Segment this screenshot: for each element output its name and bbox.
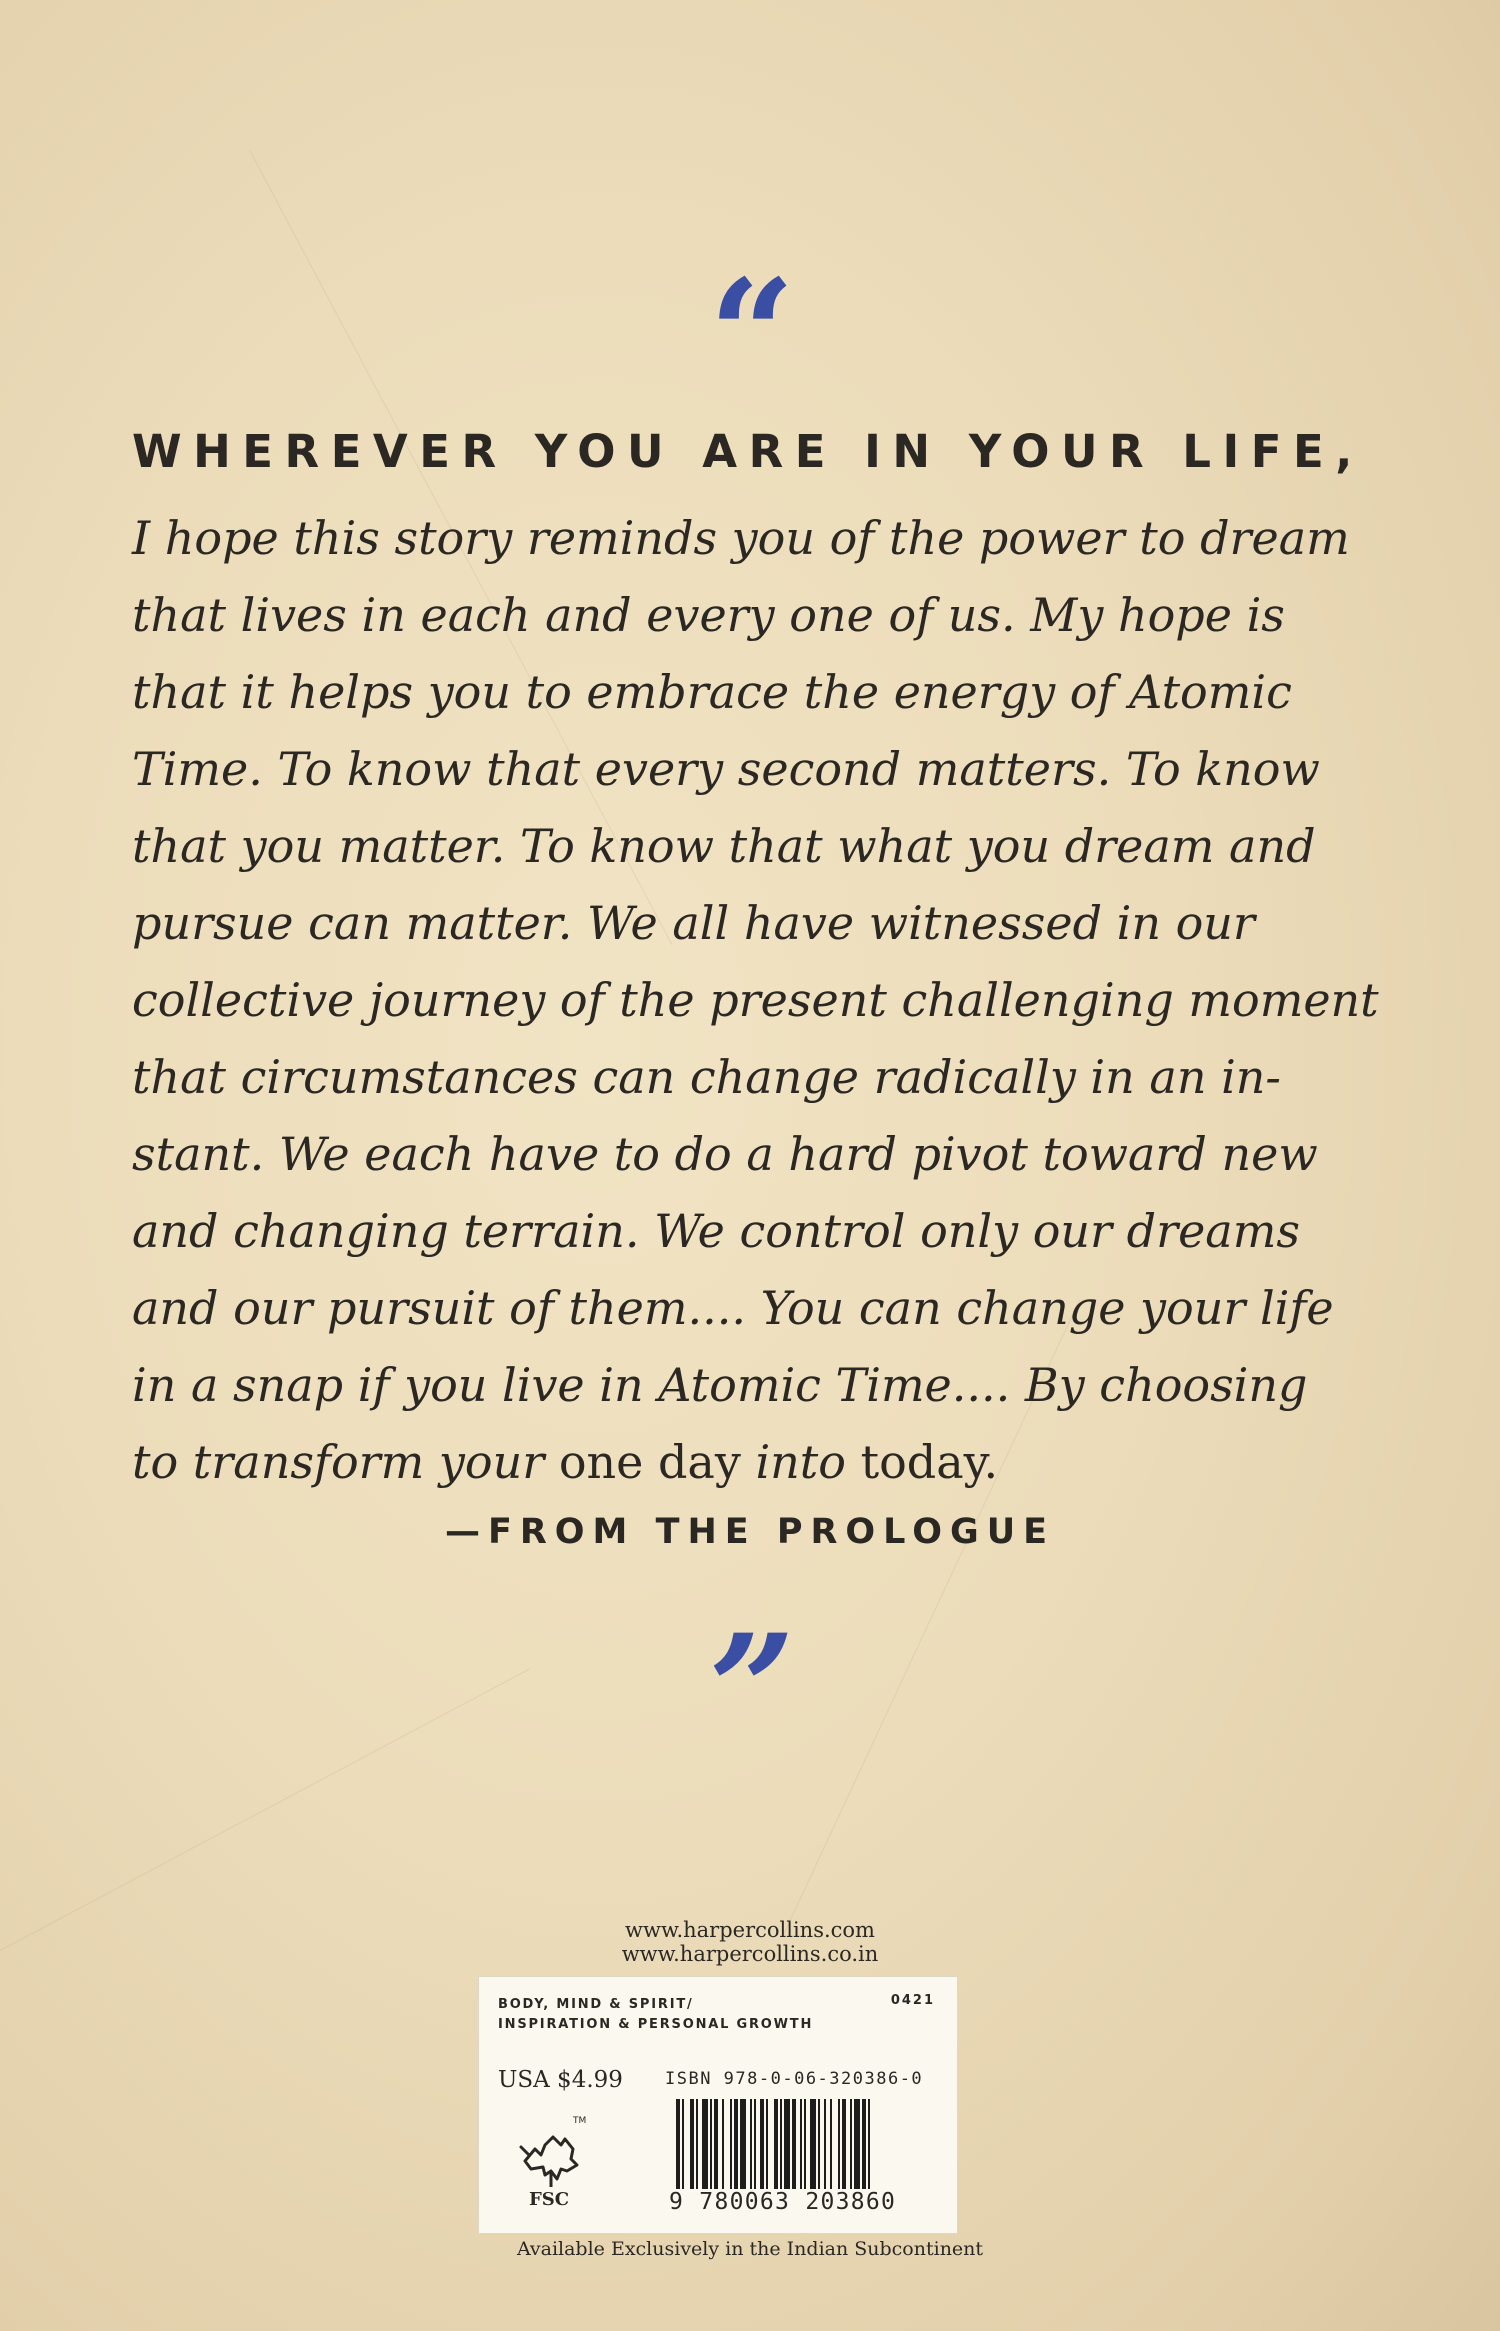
- quote-line: collective journey of the present challenging moment: [132, 973, 1379, 1027]
- quote-line: that you matter. To know that what you dream and: [132, 819, 1316, 873]
- fsc-label: FSC: [529, 2189, 570, 2210]
- quote-line: I hope this story reminds you of the power to dream: [132, 511, 1350, 565]
- quote-line: stant. We each have to do a hard pivot toward new: [132, 1127, 1318, 1181]
- category-code: 0421: [890, 1993, 935, 2008]
- quote-last-line: [132, 1424, 1342, 1501]
- svg-text:TM: TM: [573, 2116, 587, 2126]
- quote-body: [132, 500, 1379, 1501]
- barcode-digits: 9 780063 203860: [669, 2189, 897, 2215]
- quote-attribution: —FROM THE PROLOGUE: [444, 1512, 1056, 1552]
- quote-line: pursue can matter. We all have witnessed in our: [132, 896, 1255, 950]
- publisher-urls: [0, 1918, 1500, 1966]
- quote-line: and our pursuit of them.... You can change your life: [132, 1281, 1334, 1335]
- quote-fragment: to transform your: [132, 1435, 559, 1489]
- isbn: ISBN 978-0-06-320386-0: [665, 2069, 924, 2089]
- quote-fragment-upright: one day: [558, 1435, 741, 1489]
- quote-line: that circumstances can change radically in an in-: [132, 1050, 1281, 1104]
- price: USA $4.99: [498, 2067, 623, 2093]
- quote-line: that it helps you to embrace the energy of Atomic: [132, 665, 1292, 719]
- open-quote-mark: “: [708, 247, 792, 423]
- subject-line: INSPIRATION & PERSONAL GROWTH: [498, 2017, 814, 2032]
- quote-line: and changing terrain. We control only our dreams: [132, 1204, 1300, 1258]
- subject-line: BODY, MIND & SPIRIT/: [498, 1997, 694, 2012]
- quote-line: in a snap if you live in Atomic Time.... By choosing: [132, 1358, 1308, 1412]
- publisher-url: www.harpercollins.com: [625, 1918, 875, 1942]
- subject-category: [498, 1995, 813, 2035]
- quote-fragment-upright: today.: [860, 1435, 999, 1489]
- quote-line: that lives in each and every one of us. My hope is: [132, 588, 1285, 642]
- barcode-label: [478, 1976, 958, 2234]
- quote-line: Time. To know that every second matters. To know: [132, 742, 1320, 796]
- close-quote-mark: ”: [708, 1602, 792, 1778]
- publisher-url: www.harpercollins.co.in: [621, 1942, 879, 1966]
- availability-note: Available Exclusively in the Indian Subcontinent: [516, 2238, 984, 2260]
- quote-fragment: into: [740, 1435, 861, 1489]
- quote-headline: WHEREVER YOU ARE IN YOUR LIFE,: [132, 425, 1364, 478]
- barcode-icon: [674, 2099, 938, 2189]
